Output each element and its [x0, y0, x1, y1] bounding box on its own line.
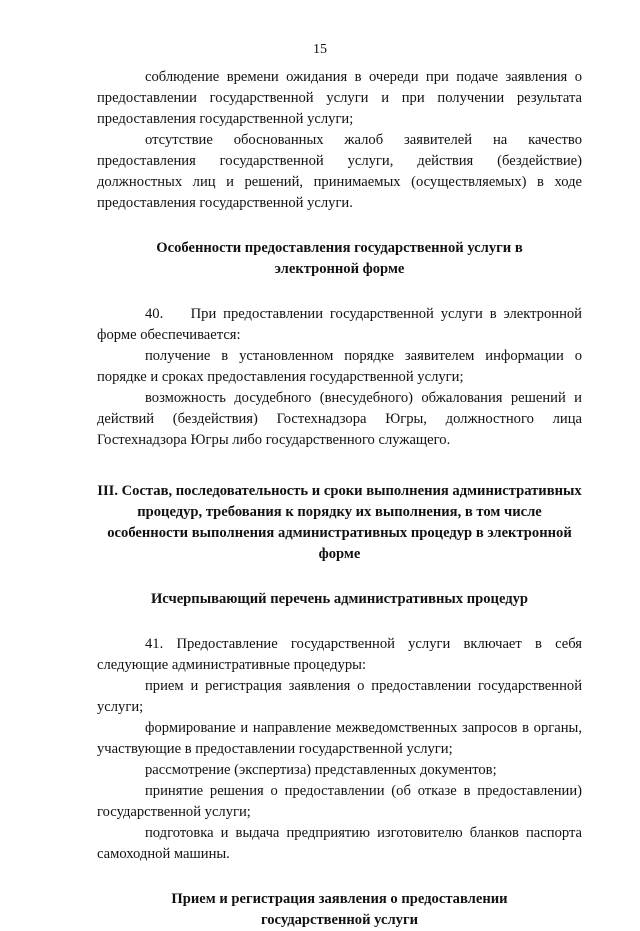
spacer — [97, 451, 582, 481]
page-number: 15 — [313, 42, 327, 57]
heading-section-iii: III. Состав, последовательность и сроки выполнения административных процедур, требования к порядку их выполнения, в том числе особенности выполнения административных процедур в электронной форме — [97, 483, 582, 562]
list-item-document-review: рассмотрение (экспертиза) представленных документов; — [145, 762, 497, 778]
heading-procedures-list: Исчерпывающий перечень административных процедур — [150, 591, 529, 607]
spacer — [97, 610, 582, 634]
list-item-registration: прием и регистрация заявления о предоставлении государственной услуги; — [97, 678, 582, 715]
heading-electronic-form: Особенности предоставления государственной услуги в электронной форме — [156, 240, 523, 277]
paragraph-no-complaints: отсутствие обоснованных жалоб заявителей на качество предоставления государственной услуги, действия (бездействие) должностных лиц и решений, принимаемых (осуществляемых) в ходе предоставления государственной услуги. — [97, 132, 582, 211]
list-item-interagency-requests: формирование и направление межведомственных запросов в органы, участвующие в предоставлении государственной услуги; — [97, 720, 582, 757]
list-item-decision: принятие решения о предоставлении (об отказе в предоставлении) государственной услуги; — [97, 783, 582, 820]
paragraph-item-40: 40. При предоставлении государственной услуги в электронной форме обеспечивается: — [97, 306, 582, 343]
spacer — [97, 214, 582, 238]
paragraph-appeal: возможность досудебного (внесудебного) обжалования решений и действий (бездействия) Гостехнадзора Югры, должностного лица Гостехнадзора Югры либо государственного служащего. — [97, 390, 582, 448]
heading-registration: Прием и регистрация заявления о предоставлении государственной услуги — [171, 891, 508, 928]
document-body — [97, 67, 582, 931]
spacer — [97, 865, 582, 889]
list-item-passport-blanks: подготовка и выдача предприятию изготовителю бланков паспорта самоходной машины. — [97, 825, 582, 862]
paragraph-item-41: 41. Предоставление государственной услуги включает в себя следующие административные процедуры: — [97, 636, 582, 673]
paragraph-waiting-time: соблюдение времени ожидания в очереди при подаче заявления о предоставлении государственной услуги и при получении результата предоставления государственной услуги; — [97, 69, 582, 127]
spacer — [97, 565, 582, 589]
paragraph-info-receipt: получение в установленном порядке заявителем информации о порядке и сроках предоставления государственной услуги; — [97, 348, 582, 385]
spacer — [97, 280, 582, 304]
